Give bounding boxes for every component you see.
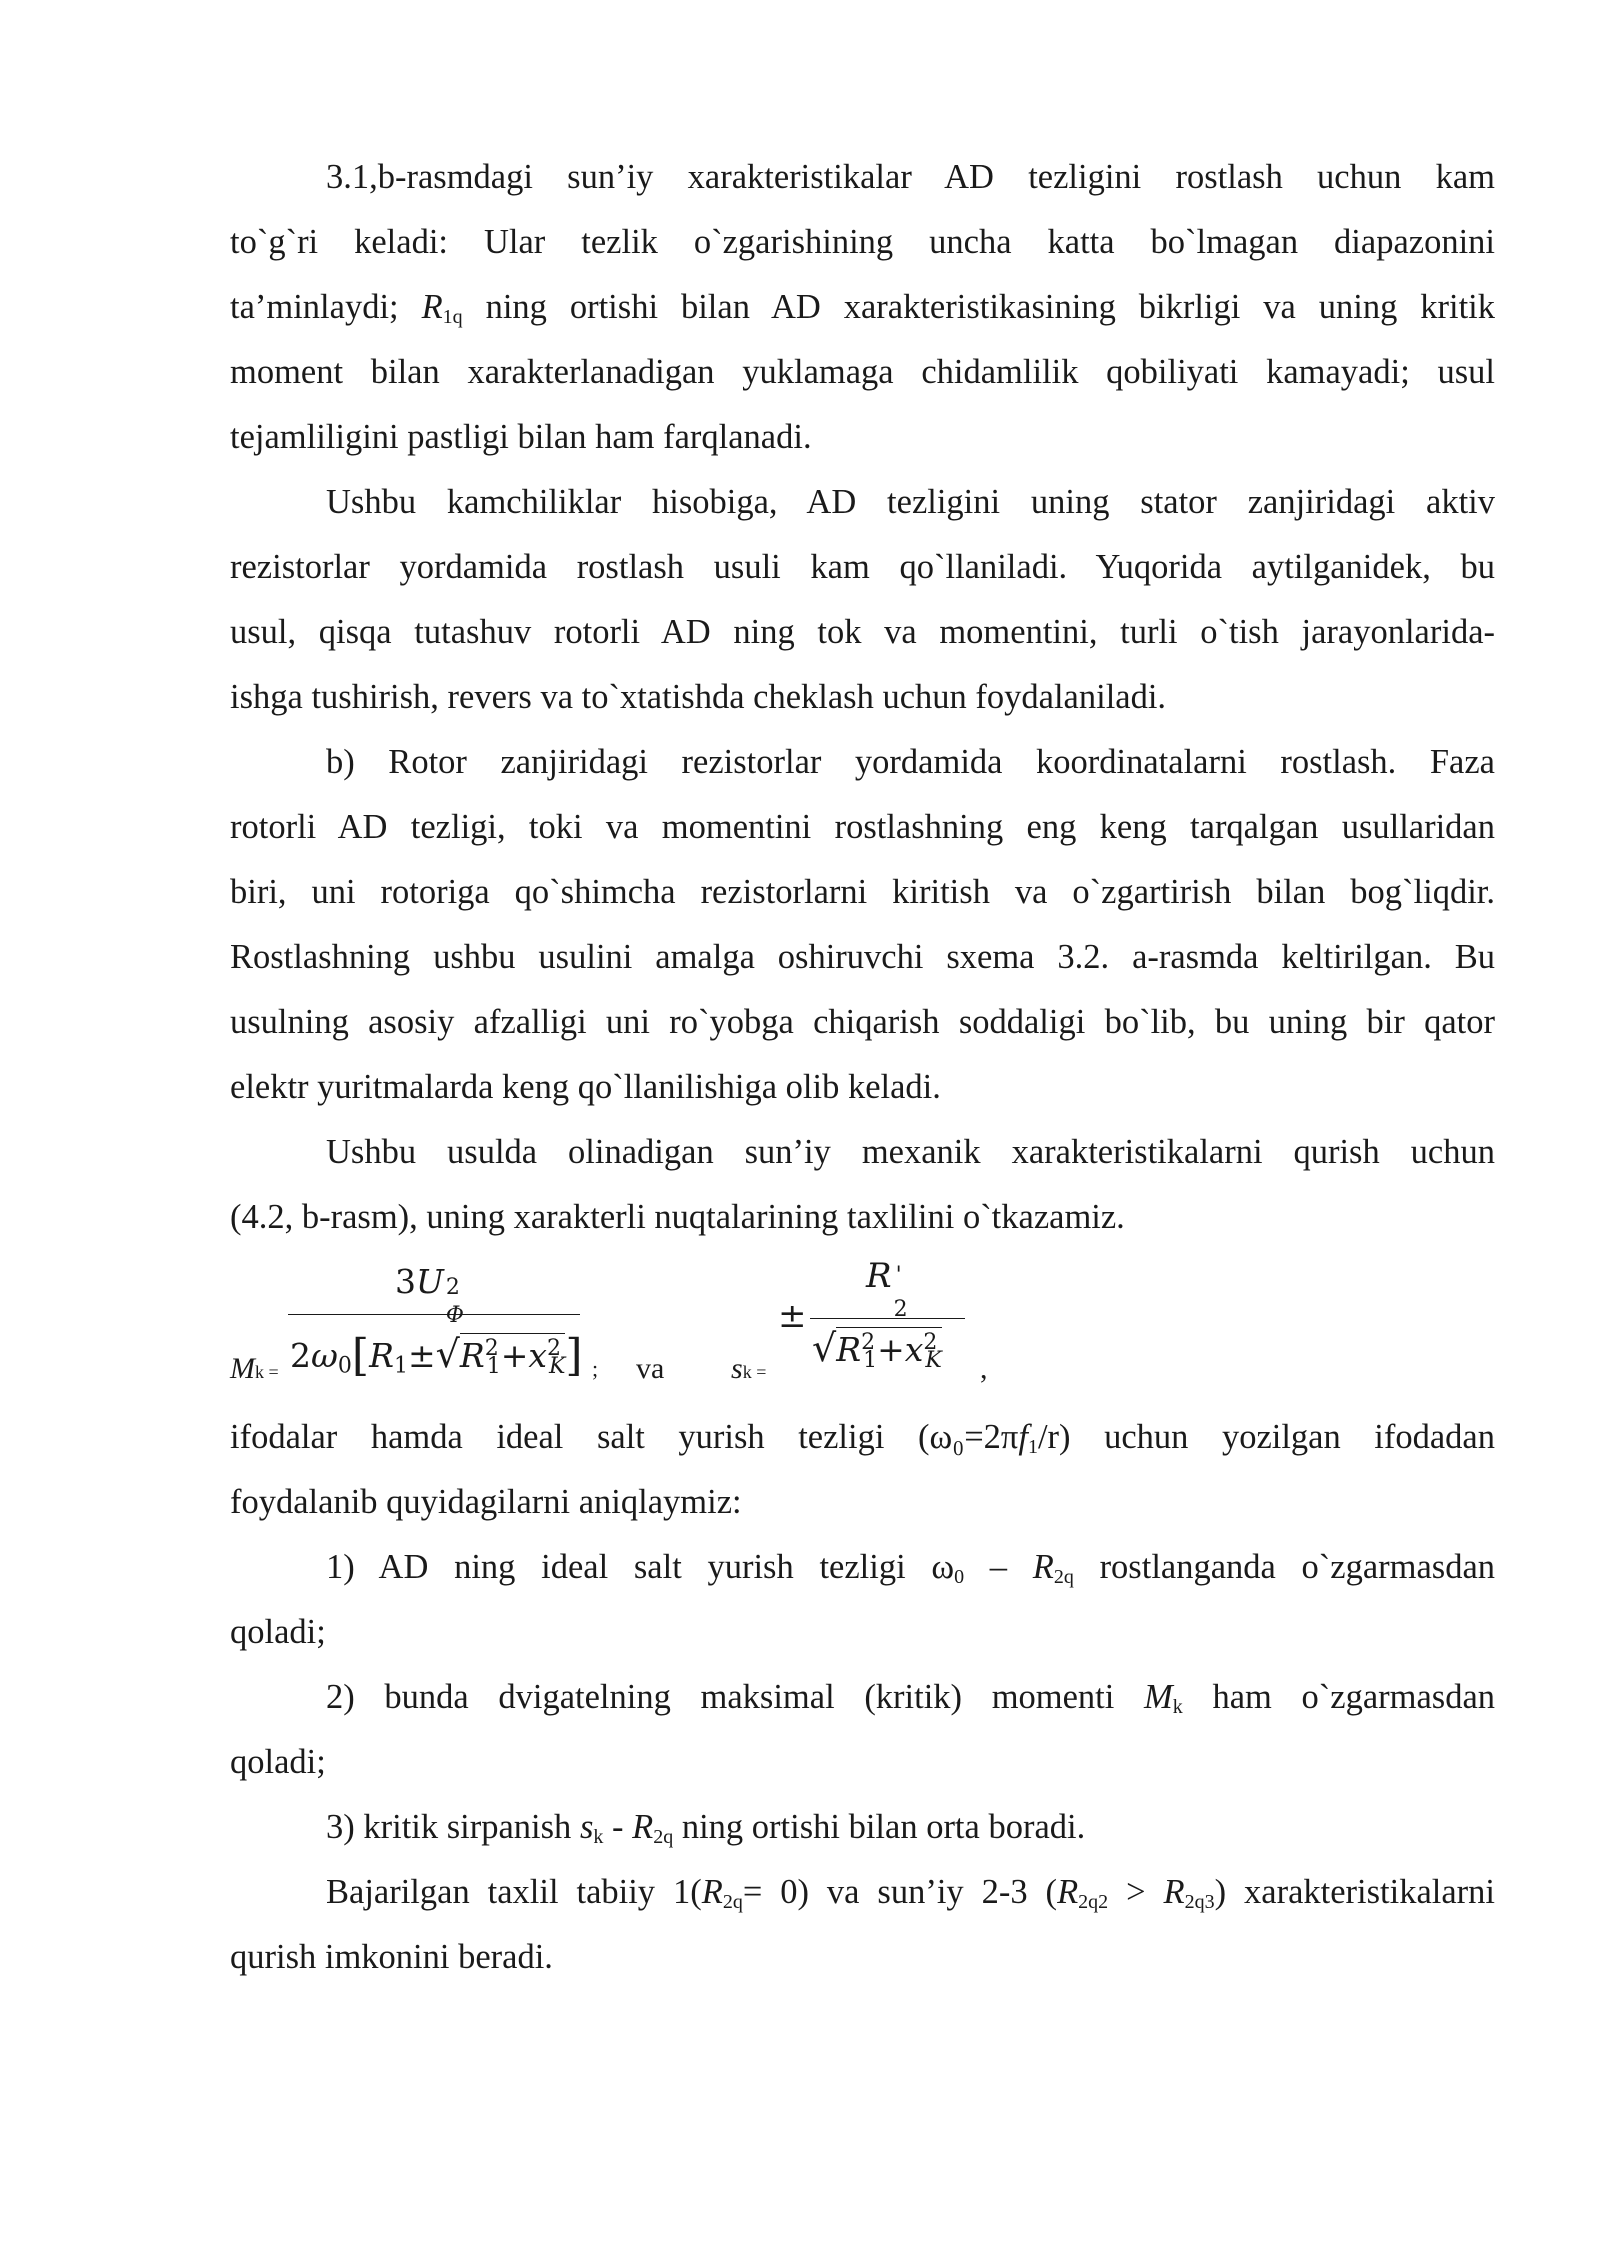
paragraph-line: Bajarilgan taxlil tabiiy $1(R_{2q}= 0)$ va sun’iy 2-3 $(R_{2q2} > R_{2q3})$ xarakteristikalarni (326, 1873, 1495, 1913)
paragraph-line: tejamliligini pastligi bilan ham farqlanadi. (230, 418, 812, 456)
list-item-continuation: qoladi; (230, 1743, 326, 1781)
list-item: 3) kritik sirpanish $s_k - R_{2q}$ ning ortishi bilan orta boradi. (326, 1808, 1086, 1848)
paragraph-line: usul, qisqa tutashuv rotorli AD ning tok va momentini, turli o`tish jarayonlarida- (230, 613, 1495, 651)
paragraph-line: ifodalar hamda ideal salt yurish tezligi $(\omega_0=2\pi f_1/r)$ uchun yozilgan ifodadan (230, 1418, 1495, 1458)
sk-fraction-bar (810, 1318, 965, 1319)
formula-semicolon: ; (592, 1356, 599, 1381)
paragraph-line: biri, uni rotoriga qo`shimcha rezistorlarni kiritish va o`zgartirish bilan bog`liqdir. (230, 873, 1495, 911)
paragraph-line: (4.2, b-rasm), uning xarakterli nuqtalarining taxlilini o`tkazamiz. (230, 1198, 1125, 1236)
mk-label: Mk = (230, 1352, 279, 1385)
paragraph-line: Ushbu usulda olinadigan sun’iy mexanik xarakteristikalarni qurish uchun (326, 1133, 1495, 1171)
sk-denominator: $√R^2_1+x^2_K$ (812, 1326, 942, 1373)
mk-fraction-bar (288, 1314, 580, 1315)
list-item-continuation: qoladi; (230, 1613, 326, 1651)
paragraph-line: foydalanib quyidagilarni aniqlaymiz: (230, 1483, 742, 1521)
sk-label: sk = (731, 1352, 767, 1385)
paragraph-line: to`g`ri keladi: Ular tezlik o`zgarishining uncha katta bo`lmagan diapazonini (230, 223, 1495, 261)
paragraph-line: rezistorlar yordamida rostlash usuli kam qo`llaniladi. Yuqorida aytilganidek, bu (230, 548, 1495, 586)
sk-numerator: R ' 2 (866, 1256, 908, 1322)
paragraph-line: elektr yuritmalarda keng qo`llanilishiga olib keladi. (230, 1068, 941, 1106)
mk-numerator: 3U 2 Φ (395, 1262, 464, 1328)
paragraph-line: Ushbu kamchiliklar hisobiga, AD tezligini uning stator zanjiridagi aktiv (326, 483, 1495, 521)
paragraph-line: ishga tushirish, revers va to`xtatishda cheklash uchun foydalaniladi. (230, 678, 1167, 716)
paragraph-line: b) Rotor zanjiridagi rezistorlar yordamida koordinatalarni rostlash. Faza (326, 743, 1495, 781)
paragraph-line: ta’minlaydi; $R_{1q}$ ning ortishi bilan AD xarakteristikasining bikrligi va uning kritik (230, 288, 1496, 328)
paragraph-line: qurish imkonini beradi. (230, 1938, 553, 1976)
list-item: 1) AD ning ideal salt yurish tezligi $\omega_0 - R_{2q}$ rostlanganda o`zgarmasdan (326, 1548, 1496, 1588)
sk-plus-minus: ± (778, 1296, 807, 1336)
formula-va: va (636, 1352, 665, 1385)
paragraph-line: 3.1,b-rasmdagi sun’iy xarakteristikalar AD tezligini rostlash uchun kam (326, 158, 1495, 196)
paragraph-line: rotorli AD tezligi, toki va momentini rostlashning eng keng tarqalgan usullaridan (230, 808, 1495, 846)
list-item: 2) bunda dvigatelning maksimal (kritik) momenti $M_k$ ham o`zgarmasdan (326, 1678, 1496, 1718)
mk-denominator: $2\omega_0[R_1\pm√R^2_1+x^2_K]$ (290, 1330, 583, 1381)
paragraph-line: moment bilan xarakterlanadigan yuklamaga chidamlilik qobiliyati kamayadi; usul (230, 353, 1495, 391)
paragraph-line: usulning asosiy afzalligi uni ro`yobga chiqarish soddaligi bo`lib, bu uning bir qator (230, 1003, 1495, 1041)
paragraph-line: Rostlashning ushbu usulini amalga oshiruvchi sxema 3.2. a-rasmda keltirilgan. Bu (230, 938, 1495, 976)
formula-comma: , (980, 1352, 988, 1385)
